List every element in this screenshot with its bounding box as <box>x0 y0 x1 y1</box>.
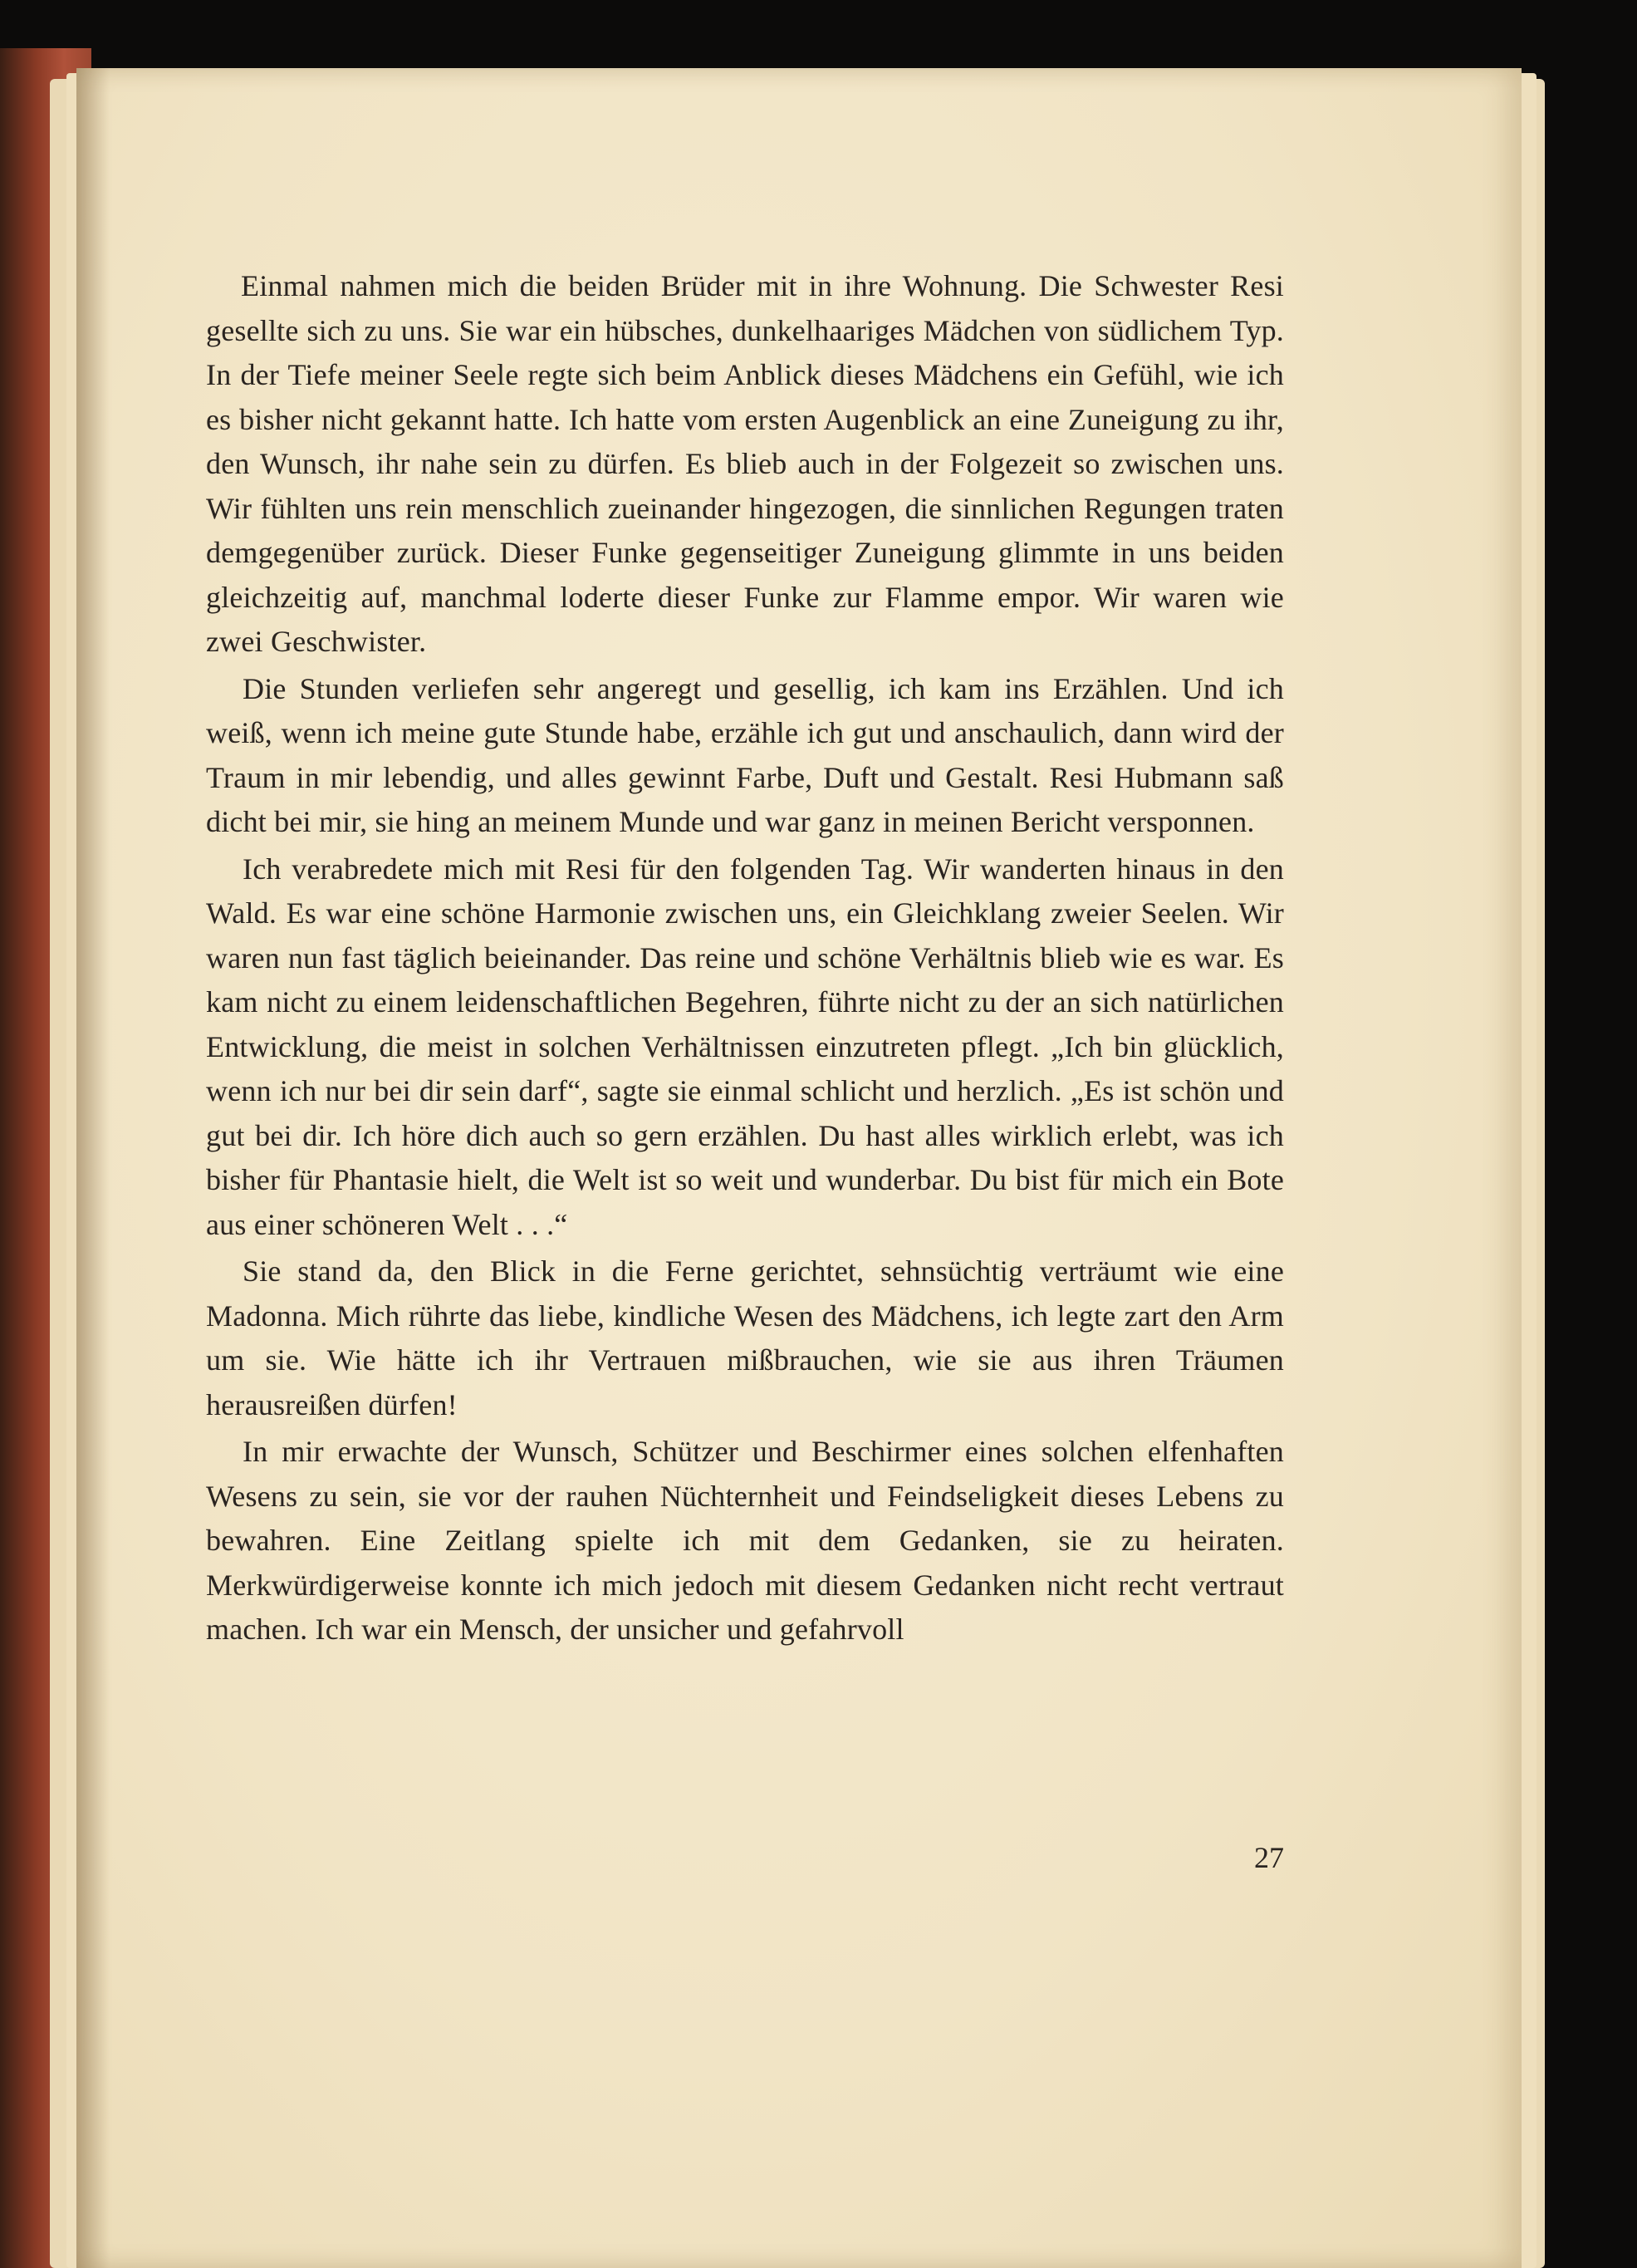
paragraph: In mir erwachte der Wunsch, Schützer und Beschirmer eines solchen elfenhaften Wesens zu sein, sie vor der rauhen Nüchternheit und Feindseligkeit dieses Lebens zu bewahren. Eine Zeitlang spielte ich mit dem Gedanken, sie zu heiraten. Merkwürdigerweise konnte ich mich jedoch mit diesem Gedanken nicht recht vertraut machen. Ich war ein Mensch, der unsicher und gefahrvoll <box>206 1435 1284 1646</box>
body-text <box>206 264 1284 1655</box>
page-number: 27 <box>1254 1841 1284 1874</box>
paragraph: Ich verabredete mich mit Resi für den folgenden Tag. Wir wanderten hinaus in den Wald. Es war eine schöne Harmonie zwischen uns, ein Gleichklang zweier Seelen. Wir waren nun fast täglich beieinander. Das reine und schöne Verhältnis blieb wie es war. Es kam nicht zu einem leidenschaftlichen Begehren, führte nicht zu der an sich natürlichen Entwicklung, die meist in solchen Verhältnissen einzutreten pflegt. „Ich bin glücklich, wenn ich nur bei dir sein darf“, sagte sie einmal schlicht und herzlich. „Es ist schön und gut bei dir. Ich höre dich auch so gern erzählen. Du hast alles wirklich erlebt, was ich bisher für Phantasie hielt, die Welt ist so weit und wunderbar. Du bist für mich ein Bote aus einer schöneren Welt . . .“ <box>206 852 1284 1241</box>
page-gutter-shadow <box>76 68 110 2268</box>
paragraph: Einmal nahmen mich die beiden Brüder mit in ihre Wohnung. Die Schwester Resi gesellte sich zu uns. Sie war ein hübsches, dunkelhaariges Mädchen von südlichem Typ. In der Tiefe meiner Seele regte sich beim Anblick dieses Mädchens ein Gefühl, wie ich es bisher nicht gekannt hatte. Ich hatte vom ersten Augenblick an eine Zuneigung zu ihr, den Wunsch, ihr nahe sein zu dürfen. Es blieb auch in der Folgezeit so zwischen uns. Wir fühlten uns rein menschlich zueinander hingezogen, die sinnlichen Regungen traten demgegenüber zurück. Dieser Funke gegenseitiger Zuneigung glimmte in uns beiden gleichzeitig auf, manchmal loderte dieser Funke zur Flamme empor. Wir waren wie zwei Geschwister. <box>206 269 1284 658</box>
paragraph: Die Stunden verliefen sehr angeregt und gesellig, ich kam ins Erzählen. Und ich weiß, wenn ich meine gute Stunde habe, erzähle ich gut und anschaulich, dann wird der Traum in mir lebendig, und alles gewinnt Farbe, Duft und Gestalt. Resi Hubmann saß dicht bei mir, sie hing an meinem Munde und war ganz in meinen Bericht versponnen. <box>206 671 1284 838</box>
paragraph: Sie stand da, den Blick in die Ferne gerichtet, sehnsüchtig verträumt wie eine Madonna. Mich rührte das liebe, kindliche Wesen des Mädchens, ich legte zart den Arm um sie. Wie hätte ich ihr Vertrauen mißbrauchen, wie sie aus ihren Träumen herausreißen dürfen! <box>206 1254 1284 1421</box>
